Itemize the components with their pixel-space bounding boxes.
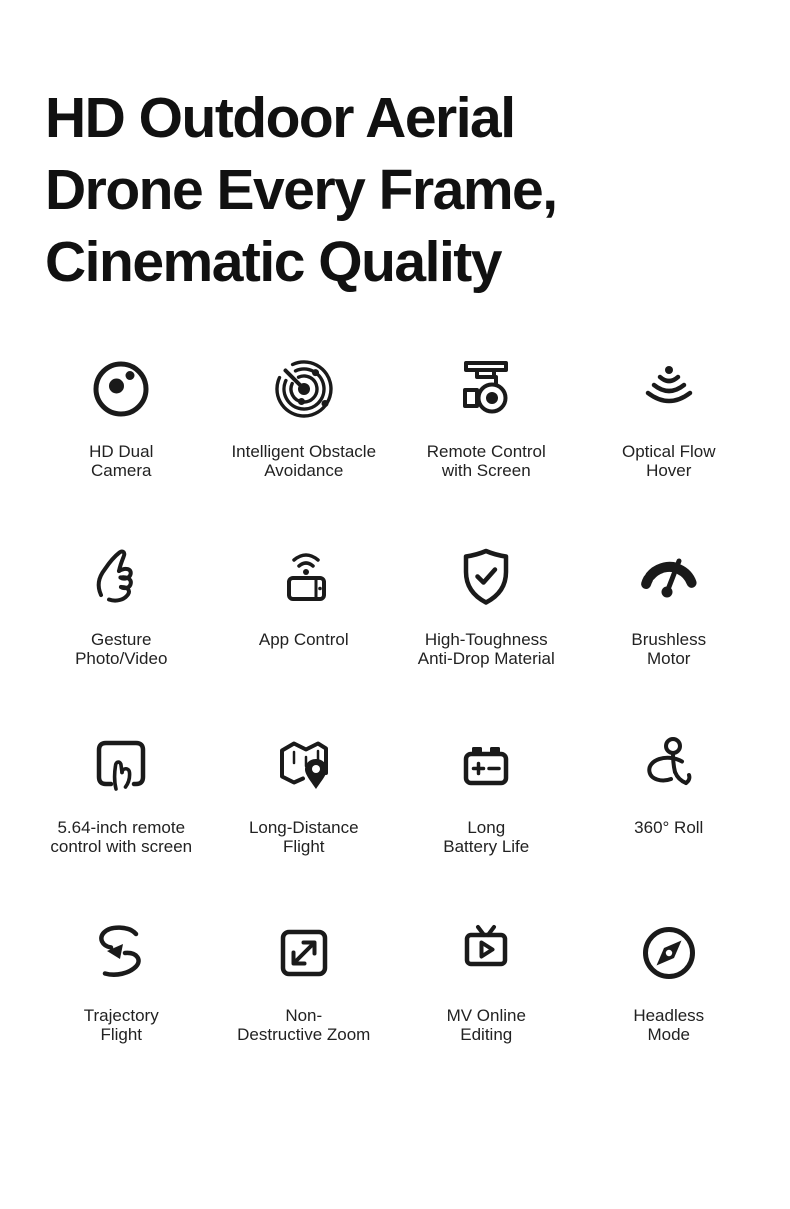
page-title-line1: HD Outdoor Aerial <box>45 86 515 150</box>
feature-label: Optical Flow Hover <box>621 442 716 480</box>
page-title <box>45 82 790 298</box>
feature-item-zoom <box>213 918 396 1106</box>
feature-item-brushless-motor <box>578 542 761 730</box>
feature-label: Remote Control with Screen <box>426 442 546 480</box>
feature-label: MV Online Editing <box>446 1006 526 1044</box>
battery-icon <box>451 730 521 800</box>
feature-item-hd-dual-camera <box>30 354 213 542</box>
feature-item-remote-screen <box>30 730 213 918</box>
dual-camera-icon <box>86 354 156 424</box>
signal-waves-icon <box>634 354 704 424</box>
feature-label: Long Battery Life <box>443 818 530 856</box>
phone-wifi-icon <box>269 542 339 612</box>
feature-label: Gesture Photo/Video <box>75 630 168 668</box>
shield-check-icon <box>451 542 521 612</box>
feature-item-optical-flow <box>578 354 761 542</box>
feature-label: App Control <box>258 630 349 649</box>
feature-item-obstacle-avoidance <box>213 354 396 542</box>
feature-item-remote-control <box>395 354 578 542</box>
feature-label: Trajectory Flight <box>83 1006 159 1044</box>
trajectory-icon <box>86 918 156 988</box>
feature-item-anti-drop <box>395 542 578 730</box>
page-title-line2: Drone Every Frame, <box>45 158 557 222</box>
touch-screen-icon <box>86 730 156 800</box>
gesture-hand-icon <box>86 542 156 612</box>
feature-label: Brushless Motor <box>631 630 707 668</box>
radar-icon <box>269 354 339 424</box>
feature-item-app-control <box>213 542 396 730</box>
compass-icon <box>634 918 704 988</box>
feature-label: 5.64-inch remote control with screen <box>50 818 193 856</box>
map-pin-icon <box>269 730 339 800</box>
feature-label: Intelligent Obstacle Avoidance <box>231 442 377 480</box>
feature-item-long-distance <box>213 730 396 918</box>
feature-item-gesture <box>30 542 213 730</box>
gimbal-camera-icon <box>451 354 521 424</box>
feature-item-battery-life <box>395 730 578 918</box>
feature-item-headless-mode <box>578 918 761 1106</box>
roll-360-icon <box>634 730 704 800</box>
feature-label: Non- Destructive Zoom <box>237 1006 371 1044</box>
feature-label: Long-Distance Flight <box>248 818 359 856</box>
tv-play-icon <box>451 918 521 988</box>
feature-label: 360° Roll <box>634 818 704 837</box>
zoom-expand-icon <box>269 918 339 988</box>
feature-item-mv-editing <box>395 918 578 1106</box>
feature-label: HD Dual Camera <box>89 442 154 480</box>
feature-label: Headless Mode <box>633 1006 705 1044</box>
feature-label: High-Toughness Anti-Drop Material <box>417 630 555 668</box>
feature-item-trajectory <box>30 918 213 1106</box>
page-title-line3: Cinematic Quality <box>45 230 501 294</box>
feature-grid <box>30 354 760 1106</box>
speedometer-icon <box>634 542 704 612</box>
feature-item-360-roll <box>578 730 761 918</box>
